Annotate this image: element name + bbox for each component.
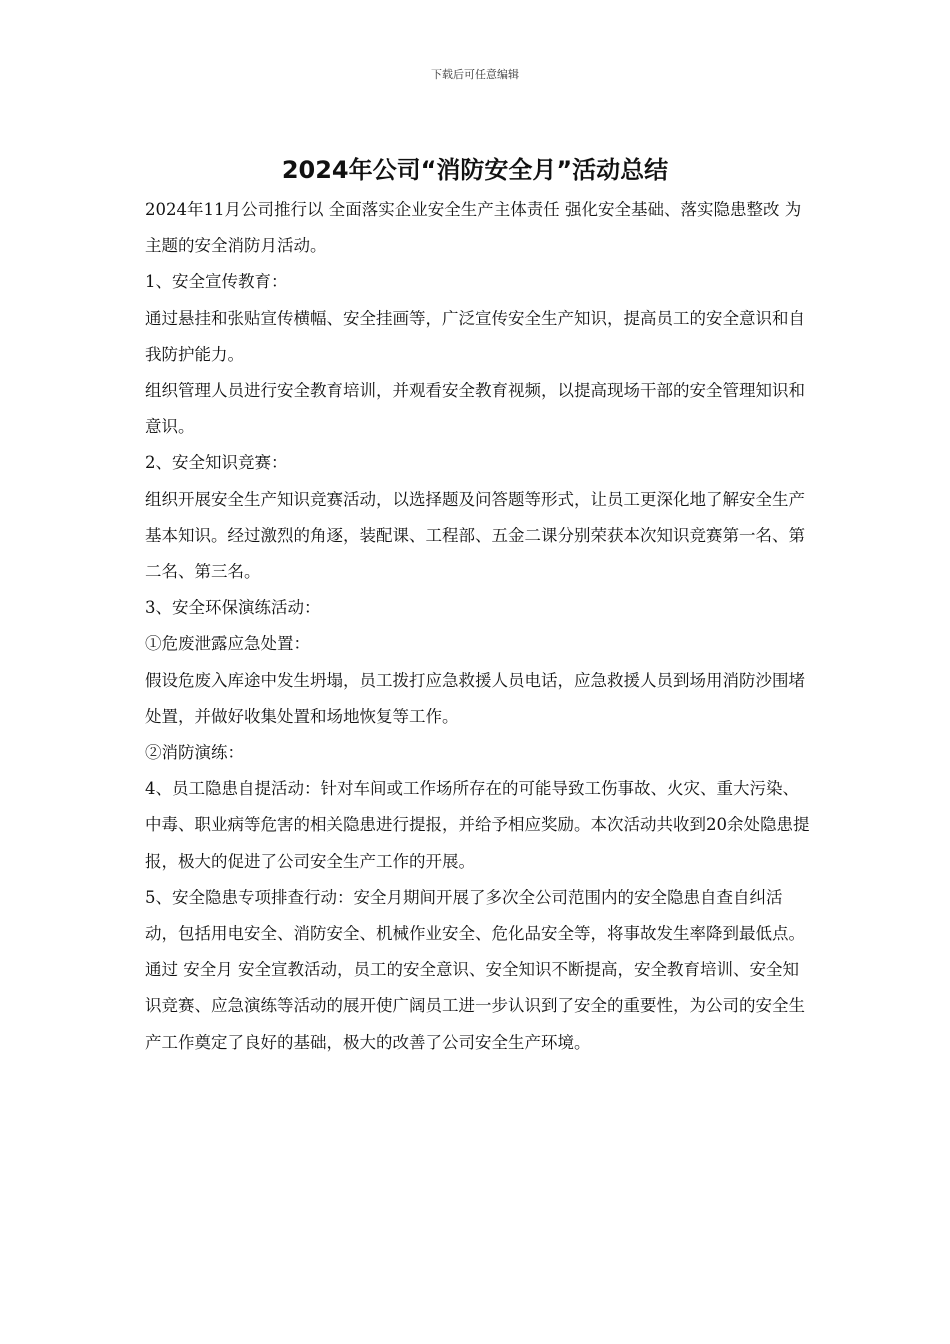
paragraph-heading-2: 2、安全知识竞赛： (145, 453, 288, 473)
paragraph-hazwaste: 假设危废入库途中发生坍塌，员工拨打应急救援人员电话，应急救援人员到场用消防沙围堵处置，并做好收集处置和场地恢复等工作。 (145, 670, 805, 726)
document-title: 2024年公司“消防安全月”活动总结 (281, 156, 669, 184)
document-body (145, 192, 815, 1061)
paragraph-heading-1: 1、安全宣传教育： (145, 272, 288, 292)
paragraph-subheading-hazwaste: ①危废泄露应急处置： (145, 634, 310, 654)
paragraph-heading-3: 3、安全环保演练活动： (145, 598, 321, 618)
paragraph-hazard-reporting: 4、员工隐患自提活动：针对车间或工作场所存在的可能导致工伤事故、火灾、重大污染、中毒、职业病等危害的相关隐患进行提报，并给予相应奖励。本次活动共收到20余处隐患提报，极大的促进了公司安全生产工作的开展。 (145, 779, 810, 871)
paragraph-competition: 组织开展安全生产知识竞赛活动，以选择题及问答题等形式，让员工更深化地了解安全生产基本知识。经过激烈的角逐，装配课、工程部、五金二课分别荣获本次知识竞赛第一名、第二名、第三名。 (145, 489, 805, 582)
paragraph-training: 组织管理人员进行安全教育培训，并观看安全教育视频，以提高现场干部的安全管理知识和意识。 (145, 381, 805, 437)
paragraph-conclusion: 通过 安全月 安全宣教活动，员工的安全意识、安全知识不断提高，安全教育培训、安全知识竞赛、应急演练等活动的展开使广阔员工进一步认识到了安全的重要性，为公司的安全生产工作奠定了良好的基础，极大的改善了公司安全生产环境。 (145, 960, 805, 1052)
header-note: 下载后可任意编辑 (431, 68, 519, 81)
paragraph-subheading-fire-drill: ②消防演练： (145, 743, 244, 763)
paragraph-publicity: 通过悬挂和张贴宣传横幅、安全挂画等，广泛宣传安全生产知识，提高员工的安全意识和自我防护能力。 (145, 308, 805, 364)
paragraph-intro: 2024年11月公司推行以 全面落实企业安全生产主体责任 强化安全基础、落实隐患整改 为主题的安全消防月活动。 (145, 200, 802, 256)
paragraph-inspection: 5、安全隐患专项排查行动：安全月期间开展了多次全公司范围内的安全隐患自查自纠活动，包括用电安全、消防安全、机械作业安全、危化品安全等，将事故发生率降到最低点。 (145, 887, 805, 944)
